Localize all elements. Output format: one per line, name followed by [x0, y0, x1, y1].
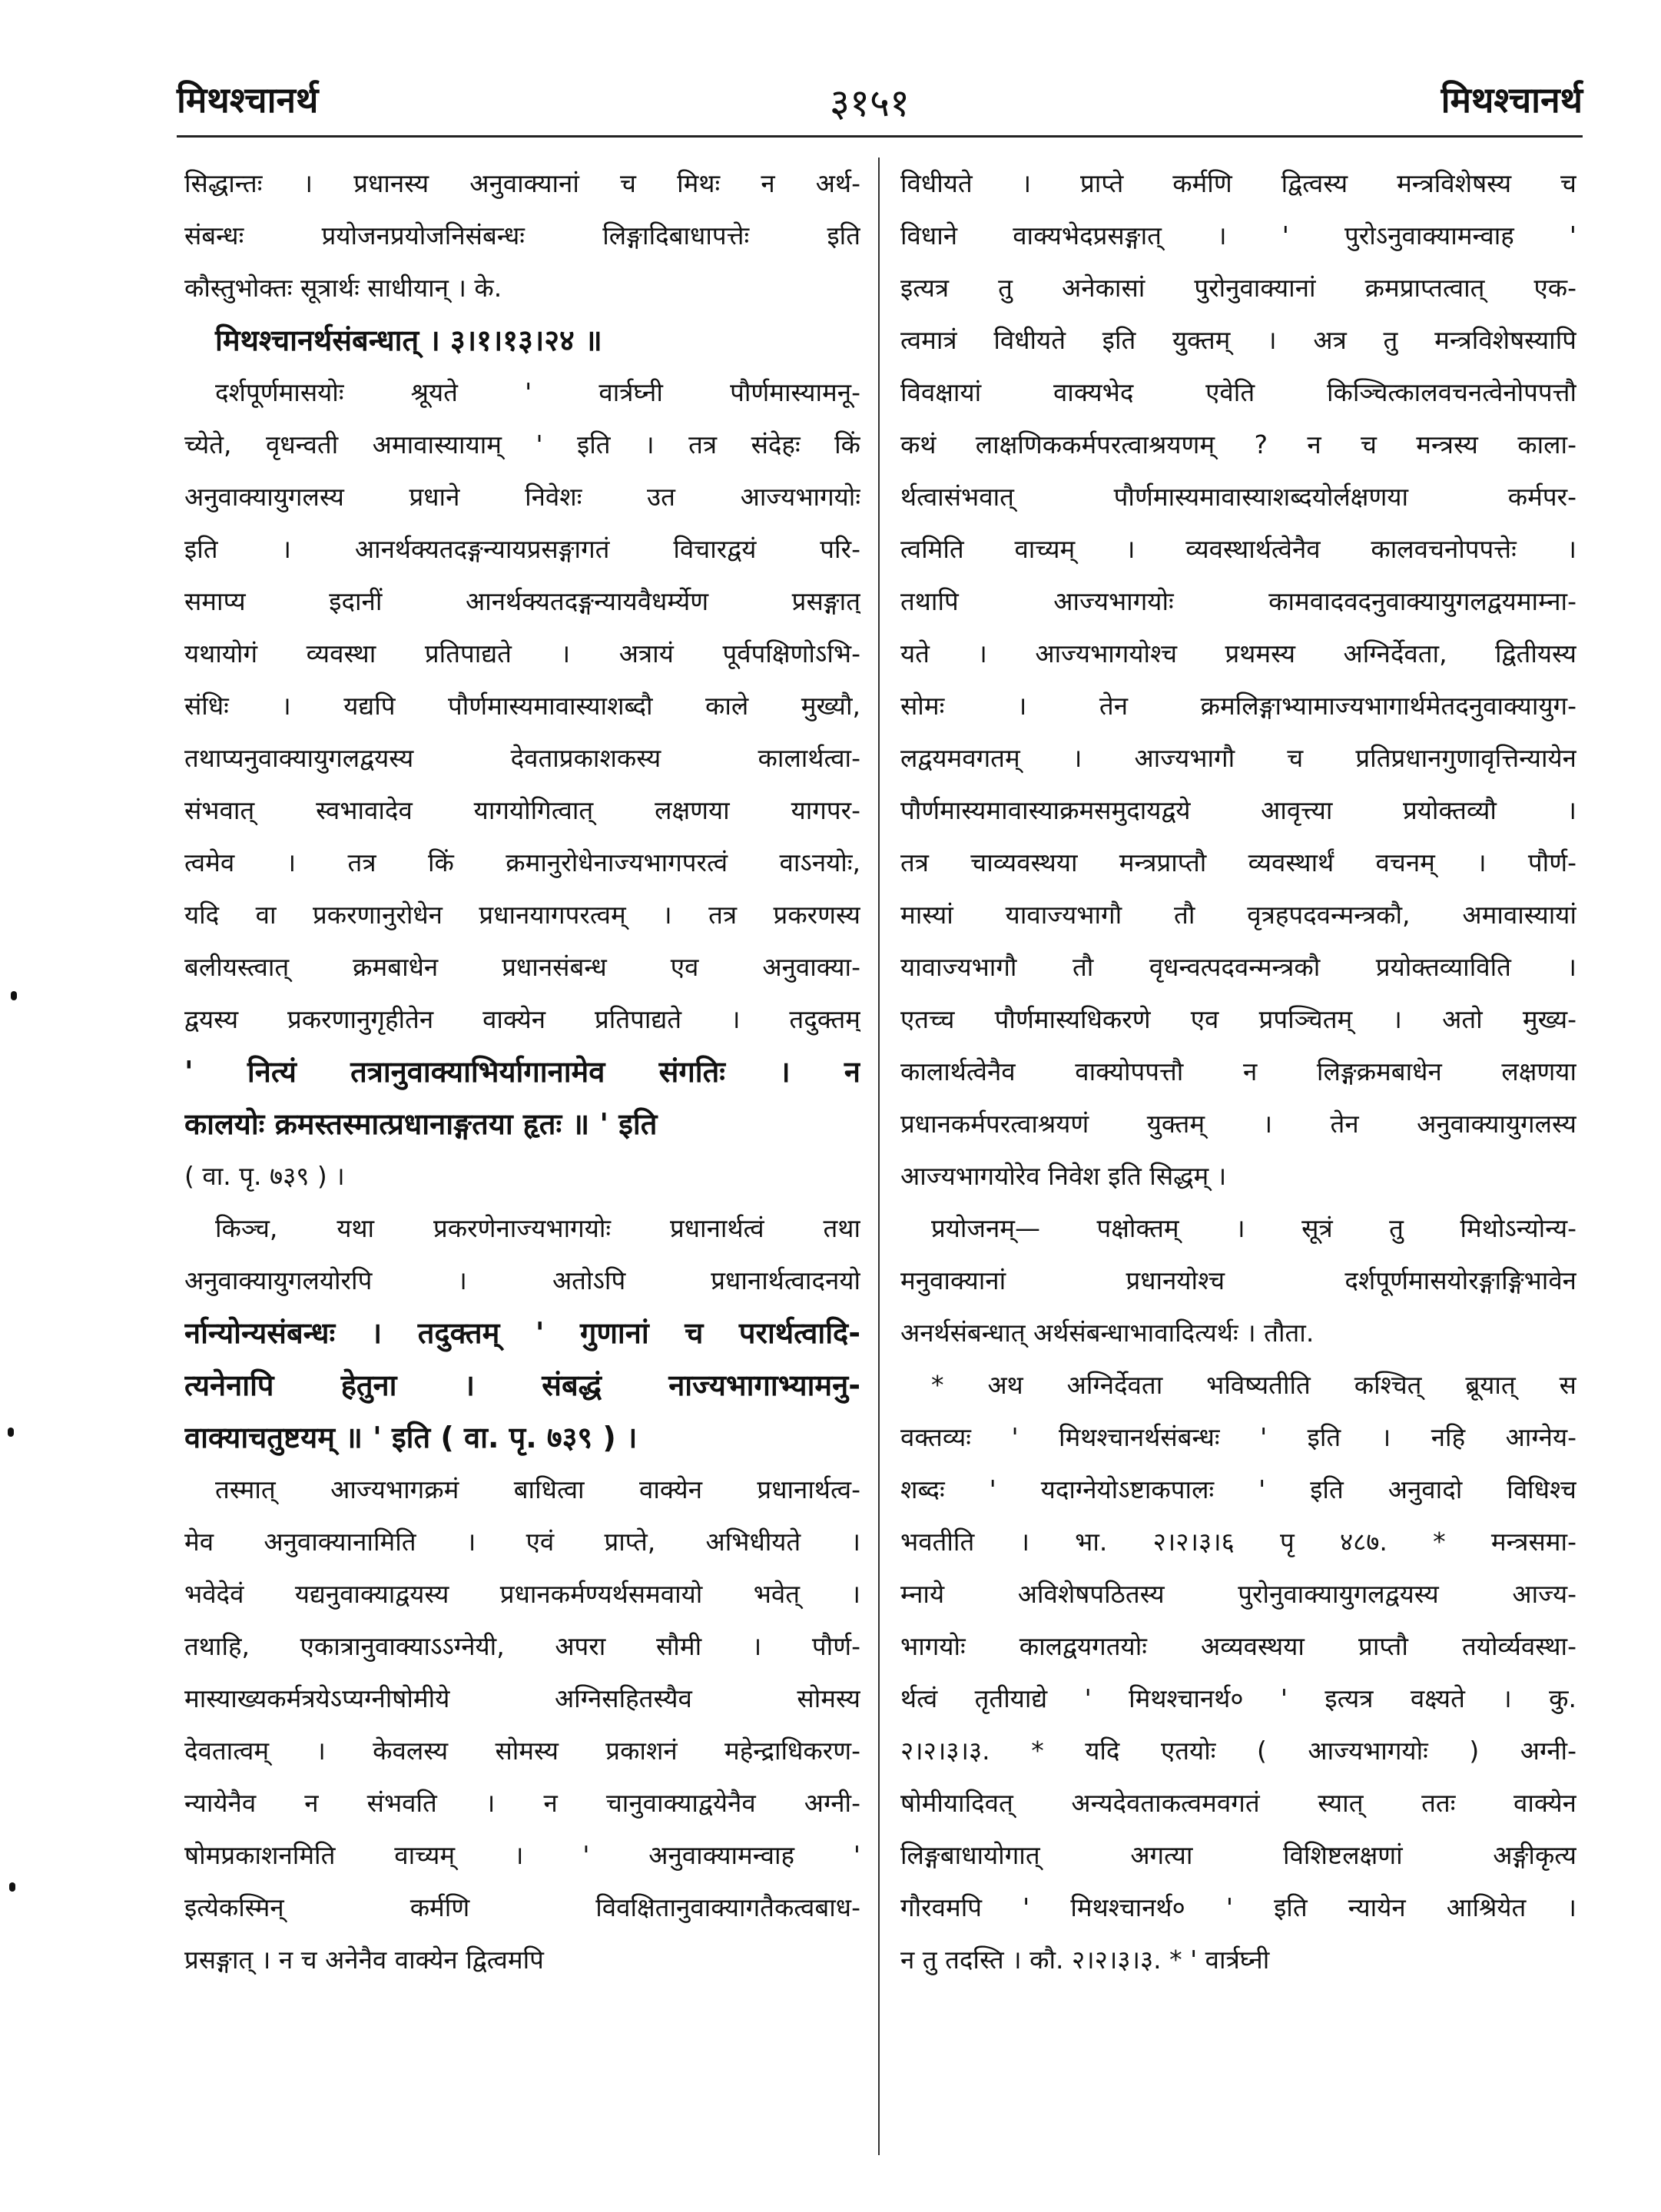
text-line: यथायोगं व्यवस्था प्रतिपाद्यते । अत्रायं पूर्वपक्षिणोऽभि- — [184, 638, 860, 668]
text-line: मेव अनुवाक्यानामिति । एवं प्राप्ते, अभिधीयते । — [184, 1527, 860, 1557]
margin-mark — [9, 1882, 15, 1892]
text-line: ( वा. पृ. ७३९ ) । — [184, 1161, 345, 1191]
text-line: कालार्थत्वेनैव वाक्योपपत्तौ न लिङ्गक्रमबाधेन लक्षणया — [900, 1056, 1576, 1086]
text-line: विधीयते । प्राप्ते कर्मणि द्वित्वस्य मन्त्रविशेषस्य च — [900, 168, 1576, 198]
text-line: तथाप्यनुवाक्यायुगलद्वयस्य देवताप्रकाशकस्य कालार्थत्वा- — [184, 743, 860, 773]
right-column — [900, 158, 1576, 1986]
running-title-right: मिथश्चानर्थ — [1441, 79, 1583, 121]
text-line: एतच्च पौर्णमास्यधिकरणे एव प्रपञ्चितम् । अतो मुख्य- — [900, 1004, 1576, 1034]
text-line: देवतात्वम् । केवलस्य सोमस्य प्रकाशनं महेन्द्राधिकरण- — [184, 1736, 860, 1766]
text-line: लद्वयमवगतम् । आज्यभागौ च प्रतिप्रधानगुणावृत्तिन्यायेन — [900, 743, 1576, 773]
text-line: म्नाये अविशेषपठितस्य पुरोनुवाक्यायुगलद्वयस्य आज्य- — [900, 1579, 1576, 1609]
text-line: र्नान्योन्यसंबन्धः । तदुक्तम् ' गुणानां च परार्थत्वादि- — [184, 1316, 860, 1350]
text-line: विवक्षायां वाक्यभेद एवेति किञ्चित्कालवचनत्वेनोपपत्तौ — [900, 377, 1576, 407]
text-line: सिद्धान्तः । प्रधानस्य अनुवाक्यानां च मिथः न अर्थ- — [184, 168, 860, 198]
text-line: समाप्य इदानीं आनर्थक्यतदङ्गन्यायवैधर्म्येण प्रसङ्गात् — [184, 586, 860, 616]
text-line: पौर्णमास्यमावास्याक्रमसमुदायद्वये आवृत्त्या प्रयोक्तव्यौ । — [900, 795, 1576, 825]
text-line: ' नित्यं तत्रानुवाक्याभिर्यागानामेव संगतिः । न — [184, 1055, 860, 1089]
text-line: मिथश्चानर्थसंबन्धात् । ३।१।१३।२४ ॥ — [215, 323, 602, 357]
text-line: गौरवमपि ' मिथश्चानर्थ० ' इति न्यायेन आश्रियेत । — [900, 1892, 1576, 1922]
text-line: वाक्याचतुष्टयम् ॥ ' इति ( वा. पृ. ७३९ ) । — [184, 1421, 638, 1454]
text-line: इति । आनर्थक्यतदङ्गन्यायप्रसङ्गागतं विचारद्वयं परि- — [184, 534, 860, 564]
running-title-left: मिथश्चानर्थ — [177, 79, 319, 121]
text-line: इत्येकस्मिन् कर्मणि विवक्षितानुवाक्यागतैकत्वबाध- — [184, 1892, 860, 1922]
text-line: भवतीति । भा. २।२।३।६ पृ ४८७. * मन्त्रसमा- — [900, 1527, 1576, 1557]
text-line: किञ्च, यथा प्रकरणेनाज्यभागयोः प्रधानार्थत्वं तथा — [215, 1213, 860, 1243]
text-line: मास्यां यावाज्यभागौ तौ वृत्रहपदवन्मन्त्रकौ, अमावास्यायां — [900, 900, 1576, 930]
text-line: र्थत्वं तृतीयाद्ये ' मिथश्चानर्थ० ' इत्यत्र वक्ष्यते । कु. — [900, 1683, 1576, 1713]
text-line: मास्याख्यकर्मत्रयेऽप्यग्नीषोमीये अग्निसहितस्यैव सोमस्य — [184, 1683, 860, 1713]
page-header — [177, 61, 1583, 146]
text-line: प्रयोजनम्— पक्षोक्तम् । सूत्रं तु मिथोऽन्योन्य- — [931, 1213, 1576, 1243]
text-line: तस्मात् आज्यभागक्रमं बाधित्वा वाक्येन प्रधानार्थत्व- — [215, 1474, 860, 1504]
text-line: षोमप्रकाशनमिति वाच्यम् । ' अनुवाक्यामन्वाह ' — [184, 1840, 860, 1870]
text-line: च्येते, वृधन्वती अमावास्यायाम् ' इति । तत्र संदेहः किं — [184, 429, 860, 459]
text-line: द्वयस्य प्रकरणानुगृहीतेन वाक्येन प्रतिपाद्यते । तदुक्तम् — [184, 1004, 860, 1034]
left-column — [184, 158, 860, 1986]
text-line: यते । आज्यभागयोश्च प्रथमस्य अग्निर्देवता, द्वितीयस्य — [900, 638, 1576, 668]
text-line: अनुवाक्यायुगलस्य प्रधाने निवेशः उत आज्यभागयोः — [184, 482, 860, 512]
text-line: सोमः । तेन क्रमलिङ्गाभ्यामाज्यभागार्थमेतदनुवाक्यायुग- — [900, 691, 1576, 721]
text-line: तथापि आज्यभागयोः कामवादवदनुवाक्यायुगलद्वयमाम्ना- — [900, 586, 1576, 616]
text-line: मनुवाक्यानां प्रधानयोश्च दर्शपूर्णमासयोरङ्गाङ्गिभावेन — [900, 1265, 1576, 1295]
text-line: अनर्थसंबन्धात् अर्थसंबन्धाभावादित्यर्थः । तौता. — [900, 1318, 1315, 1348]
text-line: * अथ अग्निर्देवता भविष्यतीति कश्चित् ब्रूयात् स — [931, 1370, 1576, 1400]
text-line: न्यायेनैव न संभवति । न चानुवाक्याद्वयेनैव अग्नी- — [184, 1788, 860, 1818]
text-line: संभवात् स्वभावादेव यागयोगित्वात् लक्षणया यागपर- — [184, 795, 860, 825]
text-line: तथाहि, एकात्रानुवाक्याऽऽग्नेयी, अपरा सौमी । पौर्ण- — [184, 1631, 860, 1661]
page-number: ३१५१ — [830, 81, 910, 125]
text-line: यदि वा प्रकरणानुरोधेन प्रधानयागपरत्वम् । तत्र प्रकरणस्य — [184, 900, 860, 930]
text-line: दर्शपूर्णमासयोः श्रूयते ' वार्त्रघ्नी पौर्णमास्यामनू- — [215, 377, 860, 407]
text-line: शब्दः ' यदाग्नेयोऽष्टाकपालः ' इति अनुवादो विधिश्च — [900, 1474, 1576, 1504]
text-line: बलीयस्त्वात् क्रमबाधेन प्रधानसंबन्ध एव अनुवाक्या- — [184, 952, 860, 982]
text-line: र्थत्वासंभवात् पौर्णमास्यमावास्याशब्दयोर्लक्षणया कर्मपर- — [900, 482, 1576, 512]
margin-mark — [8, 1428, 14, 1437]
text-line: प्रसङ्गात् । न च अनेनैव वाक्येन द्वित्वमपि — [184, 1945, 544, 1975]
text-line: २।२।३।३. * यदि एतयोः ( आज्यभागयोः ) अग्नी- — [900, 1736, 1576, 1766]
text-line: षोमीयादिवत् अन्यदेवताकत्वमवगतं स्यात् ततः वाक्येन — [900, 1788, 1576, 1818]
text-line: त्वमिति वाच्यम् । व्यवस्थार्थत्वेनैव कालवचनोपपत्तेः । — [900, 534, 1576, 564]
text-line: भवेदेवं यद्यनुवाक्याद्वयस्य प्रधानकर्मण्यर्थसमवायो भवेत् । — [184, 1579, 860, 1609]
text-line: वक्तव्यः ' मिथश्चानर्थसंबन्धः ' इति । नहि आग्नेय- — [900, 1422, 1576, 1452]
text-line: त्वमात्रं विधीयते इति युक्तम् । अत्र तु मन्त्रविशेषस्यापि — [900, 325, 1576, 355]
text-line: लिङ्गबाधायोगात् अगत्या विशिष्टलक्षणां अङ्गीकृत्य — [900, 1840, 1576, 1870]
text-line: प्रधानकर्मपरत्वाश्रयणं युक्तम् । तेन अनुवाक्यायुगलस्य — [900, 1109, 1576, 1139]
text-line: संबन्धः प्रयोजनप्रयोजनिसंबन्धः लिङ्गादिबाधापत्तेः इति — [184, 221, 860, 250]
text-line: इत्यत्र तु अनेकासां पुरोनुवाक्यानां क्रमप्राप्तत्वात् एक- — [900, 273, 1576, 303]
text-line: अनुवाक्यायुगलयोरपि । अतोऽपि प्रधानार्थत्वादनयो — [184, 1265, 860, 1295]
text-line: यावाज्यभागौ तौ वृधन्वत्पदवन्मन्त्रकौ प्रयोक्तव्याविति । — [900, 952, 1576, 982]
text-line: कालयोः क्रमस्तस्मात्प्रधानाङ्गतया हृतः ॥ ' इति — [184, 1107, 658, 1141]
text-line: संधिः । यद्यपि पौर्णमास्यमावास्याशब्दौ काले मुख्यौ, — [184, 691, 860, 721]
text-line: विधाने वाक्यभेदप्रसङ्गात् । ' पुरोऽनुवाक्यामन्वाह ' — [900, 221, 1576, 250]
text-line: न तु तदस्ति । कौ. २।२।३।३. * ' वार्त्रघ्नी — [900, 1945, 1270, 1975]
margin-mark — [11, 991, 17, 1000]
text-line: कौस्तुभोक्तः सूत्रार्थः साधीयान् । के. — [184, 273, 502, 303]
header-rule — [177, 135, 1583, 138]
text-line: त्यनेनापि हेतुना । संबद्धं नाज्यभागाभ्यामनु- — [184, 1368, 860, 1402]
text-line: त्वमेव । तत्र किं क्रमानुरोधेनाज्यभागपरत्वं वाऽनयोः, — [184, 847, 860, 877]
text-line: कथं लाक्षणिककर्मपरत्वाश्रयणम् ? न च मन्त्रस्य काला- — [900, 429, 1576, 459]
text-line: तत्र चाव्यवस्थया मन्त्रप्राप्तौ व्यवस्थार्थं वचनम् । पौर्ण- — [900, 847, 1576, 877]
text-line: आज्यभागयोरेव निवेश इति सिद्धम् । — [900, 1161, 1227, 1191]
text-line: भागयोः कालद्वयगतयोः अव्यवस्थया प्राप्तौ तयोर्व्यवस्था- — [900, 1631, 1576, 1661]
column-divider — [878, 158, 880, 2155]
